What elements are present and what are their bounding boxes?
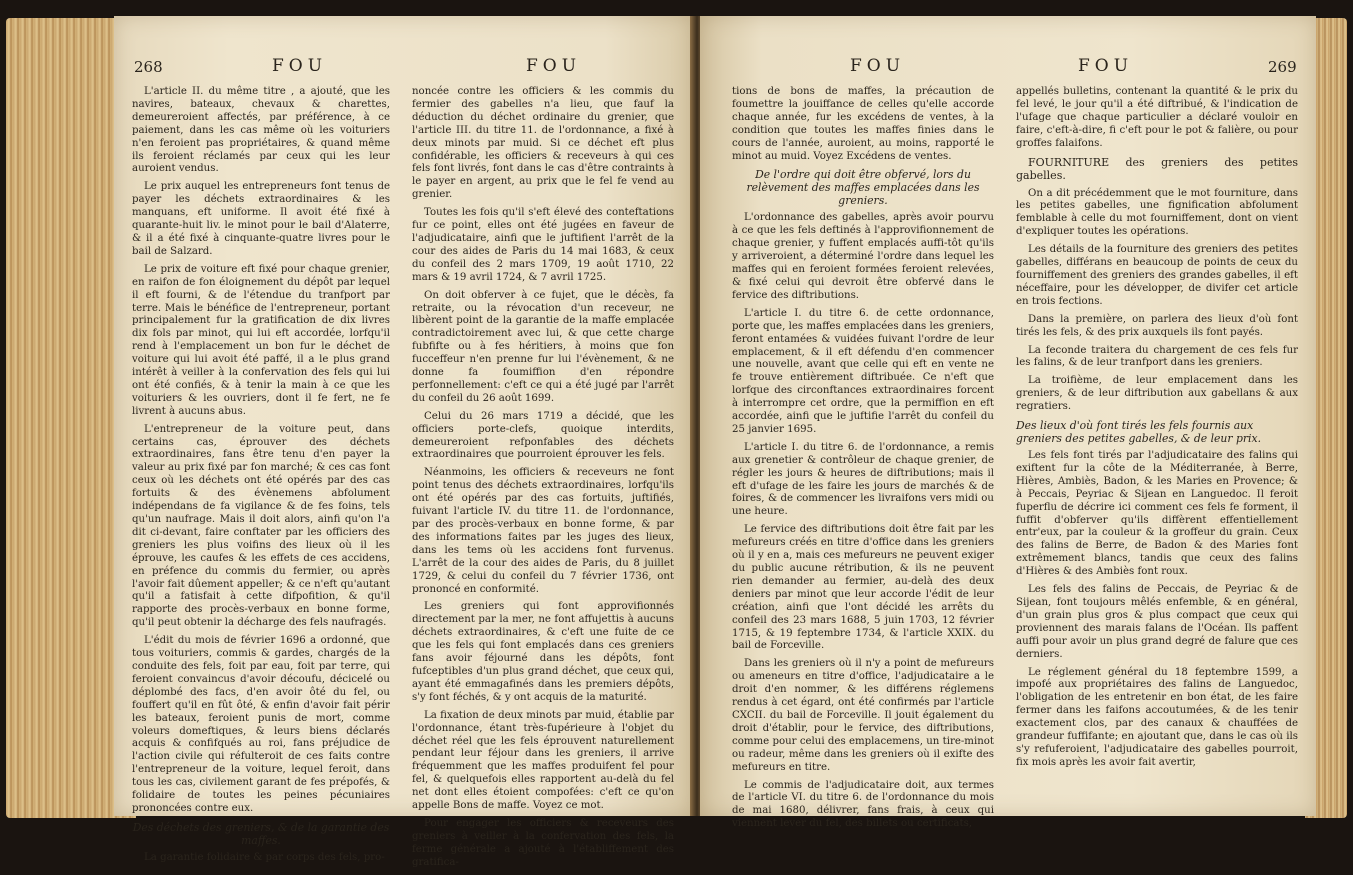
paragraph: L'entrepreneur de la voiture peut, dans certains cas, éprouver des déchets extraordinaires, fans être tenu d'en payer la valeur au prix fixé par fon marché; & ces cas font ceux où les déchets ont été opérés par des cas fortuits & des évènemens abfolument indépendans de fa vigilance & de fes foins, tels qu'un naufrage. Mais il doit alors, ainfi qu'on l'a dit ci-devant, faire conftater par les officiers des greniers les plus voifins des lieux où il les éprouve, les caufes & les effets de ces accidens, en préfence du commis du fermier, ou après l'avoir fait dûement appeller; & ce n'eft qu'autant qu'il a fatisfait à cette difpofition, & qu'il rapporte des procès-verbaux en bonne forme, qu'il peut obtenir la décharge des fels naufragés.	[132, 423, 390, 629]
paragraph: Pour engager les officiers & receveurs des greniers à veiller à la confervation des fels, la ferme générale a ajouté à l'établiffement des gratifica-	[412, 817, 674, 868]
page-number-right: 269	[1268, 58, 1297, 76]
section-heading: Des lieux d'où font tirés les fels fournis aux greniers des petites gabelles, & de leur prix.	[1016, 419, 1262, 446]
running-head-right-1: FOU	[850, 56, 906, 76]
paragraph: On doit obferver à ce fujet, que le décès, fa retraite, ou la révocation d'un receveur, ne libèrent point de la garantie de la maffe emplacée contradictoirement avec lui, & que cette charge fubfifte ou à fes héritiers, à moins que fon fucceffeur n'en prenne fur lui l'évènement, & ne donne fa foumiffion d'en répondre perfonnellement: c'eft ce qui a été jugé par l'arrêt du confeil du 26 août 1699.	[412, 289, 674, 404]
paragraph: Le commis de l'adjudicataire doit, aux termes de l'article VI. du titre 6. de l'ordonnance du mois de mai 1680, délivrer, fans frais, à ceux qui viennent lever du fel, des billets ou certificats,	[732, 779, 994, 830]
paragraph: Les fels des falins de Peccais, de Peyriac & de Sijean, font toujours mêlés enfemble, & en général, d'un grain plus gros & plus compact que ceux qui proviennent des marais falans de l'Océan. Ils paffent auffi pour avoir un plus grand degré de falure que ces derniers.	[1016, 584, 1298, 660]
paragraph: Le prix auquel les entrepreneurs font tenus de payer les déchets extraordinaires & les manquans, eft uniforme. Il avoit été fixé à quarante-huit liv. le minot pour le bail d'Alaterre, & il a été fixé à cinquante-quatre livres pour le bail de Salzard.	[132, 181, 390, 257]
running-head-left-2: FOU	[526, 56, 582, 76]
running-head-left-1: FOU	[272, 56, 328, 76]
paragraph: Le prix de voiture eft fixé pour chaque grenier, en raifon de fon éloignement du dépôt par lequel il eft fourni, & de l'étendue du tranfport par terre. Mais le bénéfice de l'entrepreneur, portant principalement fur la gratification de dix livres dix fols par minot, qui lui eft accordée, lorfqu'il rend à l'emplacement un bon fur le déchet de voiture qui lui avoit été paffé, il a le plus grand intérêt à veiller à la confervation des fels qui lui ont été confiés, & à tenir la main à ce que les voituriers & les ouvriers, dont il fe fert, ne fe livrent à aucuns abus.	[132, 263, 390, 417]
right-column-2	[1016, 86, 1298, 775]
page-number-left: 268	[134, 58, 163, 76]
paragraph: Le réglement général du 18 feptembre 1599, a impofé aux propriétaires des falins de Languedoc, l'obligation de les entretenir en bon état, de les faire fermer dans les faifons accoutumées, & de les tenir exactement clos, par des canaux & chauffées de grandeur fuffifante; en ajoutant que, dans le cas où ils s'y refuferoient, l'adjudicataire des gabelles pourroit, fix mois après les avoir fait avertir,	[1016, 666, 1298, 768]
running-head-right-2: FOU	[1078, 56, 1134, 76]
paragraph: L'article II. du même titre , a ajouté, que les navires, bateaux, chevaux & charettes, demeureroient affectés, par préférence, à ce paiement, dans les cas même où les voituriers n'en feroient pas propriétaires, & quand même ils feroient réclamés par ceux qui les leur auroient vendus.	[132, 86, 390, 175]
paragraph: Les fels font tirés par l'adjudicataire des falins qui exiftent fur la côte de la Méditerranée, à Berre, Hières, Ambiès, Badon, & les Maries en Provence; & à Peccais, Peyriac & Sijean en Languedoc. Il feroit fuperflu de décrire ici comment ces fels fe forment, il fuffit d'obferver qu'ils diffèrent effentiellement entr'eux, par la couleur & la groffeur du grain. Ceux des falins de Berre, de Badon & des Maries font extrêmement blancs, tandis que ceux des falins d'Hières & des Ambiès font roux.	[1016, 450, 1298, 578]
paragraph: Dans les greniers où il n'y a point de mefureurs ou ameneurs en titre d'office, l'adjudicataire a le droit d'en nommer, & les différens réglemens rendus à cet égard, ont été confirmés par l'article CXCII. du bail de Forceville. Il jouit également du droit d'établir, pour le fervice, des diftributions, comme pour celui des emplacemens, un tire-minot ou radeur, même dans les greniers où il exifte des mefureurs en titre.	[732, 658, 994, 773]
article-heading: FOURNITURE des greniers des petites gabelles.	[1016, 155, 1298, 183]
left-column-2	[412, 86, 674, 875]
paragraph: Les détails de la fourniture des greniers des petites gabelles, différans en beaucoup de points de ceux du fourniffement des greniers des grandes gabelles, il eft néceffaire, pour les développer, de divifer cet article en trois fections.	[1016, 244, 1298, 307]
paragraph: Celui du 26 mars 1719 a décidé, que les officiers porte-clefs, quoique interdits, demeureroient refponfables des déchets extraordinaires que pourroient éprouver les fels.	[412, 410, 674, 461]
paragraph: Néanmoins, les officiers & receveurs ne font point tenus des déchets extraordinaires, lorfqu'ils ont été opérés par des cas fortuits, juftifiés, fuivant l'article IV. du titre 11. de l'ordonnance, par des procès-verbaux en bonne forme, & par des informations faites par les juges des lieux, dans les tems où les accidens font furvenus. L'arrêt de la cour des aides de Paris, du 8 juillet 1729, & celui du confeil du 7 février 1736, ont prononcé en conformité.	[412, 467, 674, 595]
right-column-1	[732, 86, 994, 836]
paragraph: La fixation de deux minots par muid, établie par l'ordonnance, étant très-fupérieure à l'objet du déchet réel que les fels éprouvent naturellement pendant leur féjour dans les greniers, il arrive fréquemment que les maffes produifent fel pour fel, & quelquefois elles rapportent au-delà du fel net dont elles étoient compofées: c'eft ce qu'on appelle Bons de maffe. Voyez ce mot.	[412, 709, 674, 812]
paragraph: Toutes les fois qu'il s'eft élevé des conteftations fur ce point, elles ont été jugées en faveur de l'adjudicataire, ainfi que le juftifient l'arrêt de la cour des aides de Paris du 14 mai 1683, & ceux du confeil des 2 mars 1709, 19 août 1710, 22 mars & 19 avril 1724, & 7 avril 1725.	[412, 207, 674, 283]
paragraph: La garantie folidaire & par corps des fels, pro-	[144, 851, 385, 863]
section-heading: De l'ordre qui doit être obfervé, lors du relèvement des maffes emplacées dans les greniers.	[746, 168, 980, 208]
paragraph: L'édit du mois de février 1696 a ordonné, que tous voituriers, commis & gardes, chargés de la conduite des fels, foit par eau, foit par terre, qui feroient convaincus d'avoir découfu, décicelé ou déplombé des facs, d'en avoir ôté du fel, ou fouffert qu'il en fût ôté, & enfin d'avoir fait périr les bateaux, feroient punis de mort, comme voleurs domeftiques, & leurs biens déclarés acquis & confifqués au roi, fans préjudice de l'action civile qui réfulteroit de ces faits contre l'entrepreneur de la voiture, lequel feroit, dans tous les cas, civilement garant de fes prépofés, & folidaire de toutes les peines pécuniaires prononcées contre eux.	[132, 635, 390, 814]
paragraph: La feconde traitera du chargement de ces fels fur les falins, & de leur tranfport dans les greniers.	[1016, 344, 1298, 369]
paragraph: La troifième, de leur emplacement dans les greniers, & de leur diftribution aux gabellans & aux regratiers.	[1016, 375, 1298, 413]
paragraph: tions de bons de maffes, la précaution de foumettre la jouiffance de celles qu'elle accorde chaque année, fur les excédens de ventes, à la condition que toutes les maffes finies dans le cours de l'année, auroient, au moins, rapporté le minot au muid. Voyez Excédens de ventes.	[732, 86, 994, 162]
paragraph: Dans la première, on parlera des lieux d'où font tirés les fels, & des prix auxquels ils font payés.	[1016, 313, 1298, 338]
book-spread	[6, 10, 1347, 868]
left-column-1	[132, 86, 390, 870]
paragraph: noncée contre les officiers & les commis du fermier des gabelles n'a lieu, que fauf la déduction du déchet ordinaire du grenier, que l'article III. du titre 11. de l'ordonnance, a fixé à deux minots par muid. Si ce déchet eft plus confidérable, les officiers & receveurs à qui ces fels font livrés, font dans le cas d'être contraints à le payer en argent, au prix que le fel fe vend au grenier.	[412, 86, 674, 201]
paragraph: appellés bulletins, contenant la quantité & le prix du fel levé, le jour qu'il a été diftribué, & l'indication de l'ufage que chaque particulier a déclaré vouloir en faire, c'eft-à-dire, fi c'eft pour le pot & falière, ou pour groffes falaifons.	[1016, 86, 1298, 149]
paragraph: Les greniers qui font approvifionnés directement par la mer, ne font affujettis à aucuns déchets extraordinaires, & c'eft une fuite de ce que les fels qui font emplacés dans ces greniers fans avoir féjourné dans les dépôts, font fufceptibles d'un plus grand déchet, que ceux qui, ayant été emmagafinés dans les premiers dépôts, s'y font féchés, & y ont acquis de la maturité.	[412, 601, 674, 703]
right-page	[700, 16, 1316, 830]
paragraph: Le fervice des diftributions doit être fait par les mefureurs créés en titre d'office dans les greniers où il y en a, mais ces mefureurs ne peuvent exiger du public aucune rétribution, & ils ne peuvent rien demander au fermier, au-delà des deux deniers par minot que leur accorde l'édit de leur création, ainfi que l'ont décidé les arrêts du confeil des 23 mars 1688, 5 juin 1703, 12 février 1715, & 19 feptembre 1734, & l'article XXIX. du bail de Forceville.	[732, 524, 994, 652]
section-heading: Des déchets des greniers, & de la garantie des maffes.	[132, 820, 390, 847]
paragraph: L'article I. du titre 6. de l'ordonnance, a remis aux grenetier & contrôleur de chaque grenier, de régler les jours & heures de diftributions; mais il eft d'ufage de les faire les jours de marchés & de foires, & de commencer les livraifons vers midi ou une heure.	[732, 441, 994, 518]
paragraph: L'article I. du titre 6. de cette ordonnance, porte que, les maffes emplacées dans les greniers, feront entamées & vuidées fuivant l'ordre de leur emplacement, & il eft défendu d'en commencer une nouvelle, avant que celle qui eft en vente ne fe trouve entièrement diftribuée. Ce n'eft que lorfque des circonftances extraordinaires forcent à interrompre cet ordre, que la permiffion en eft accordée, ainfi que le juftifie l'arrêt du confeil du 25 janvier 1695.	[732, 307, 994, 435]
paragraph: L'ordonnance des gabelles, après avoir pourvu à ce que les fels deftinés à l'approvifionnement de chaque grenier, y fuffent emplacés auffi-tôt qu'ils y arriveroient, a déterminé l'ordre dans lequel les maffes qui en feroient formées feroient relevées, & fixé celui qui devroit être obfervé dans le fervice des diftributions.	[732, 212, 994, 301]
left-page	[114, 16, 692, 868]
paragraph: On a dit précédemment que le mot fourniture, dans les petites gabelles, une fignification abfolument femblable à celle du mot fourniffement, dont on vient d'expliquer toutes les opérations.	[1016, 187, 1298, 238]
